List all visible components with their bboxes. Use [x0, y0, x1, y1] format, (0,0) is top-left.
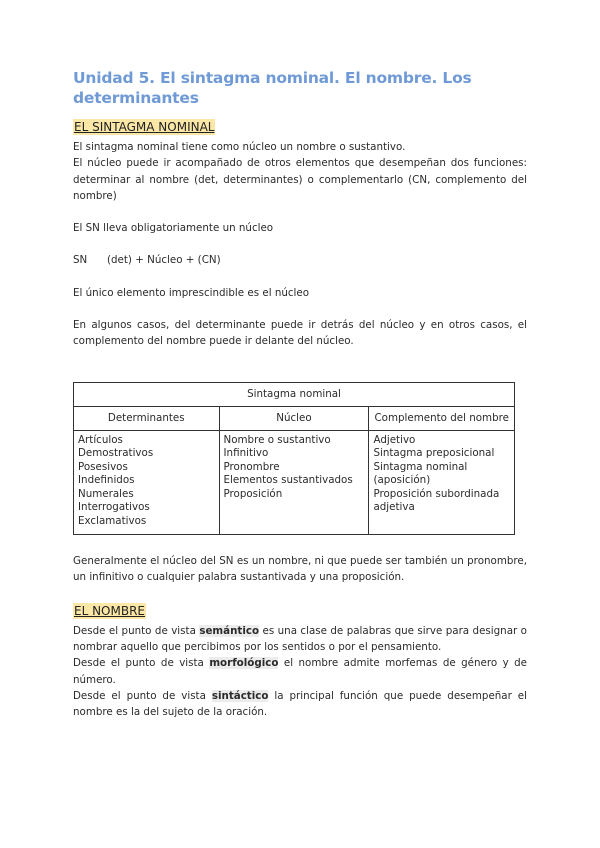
table-cell-complemento	[369, 430, 515, 535]
list-item: (aposición)	[373, 474, 431, 487]
section-heading-el-nombre: EL NOMBRE	[74, 603, 146, 618]
list-item: Sintagma nominal	[373, 460, 468, 473]
keyword-morfologico: morfológico	[209, 657, 279, 670]
sintagma-nominal-table	[73, 382, 515, 536]
formula-line	[73, 252, 527, 268]
table-cell-determinantes	[74, 430, 220, 535]
list-item: Adjetivo	[373, 433, 416, 446]
paragraph-semantico: Desde el punto de vista semántico es una clase de palabras que sirve para designar o nombrar aquello que percibimos por los sentidos o por el pensamiento.	[73, 624, 527, 654]
list-item: Exclamativos	[78, 514, 147, 527]
section-heading-sintagma-nominal: EL SINTAGMA NOMINAL	[74, 120, 215, 134]
formula-body: (det) + Núcleo + (CN)	[107, 254, 221, 267]
paragraph-sintactico: Desde el punto de vista sintáctico la principal función que puede desempeñar el nombre es la del sujeto de la oración.	[73, 689, 527, 719]
table-cell-nucleo	[219, 430, 369, 535]
paragraph: El SN lleva obligatoriamente un núcleo	[73, 222, 274, 235]
keyword-semantico: semántico	[199, 624, 260, 637]
list-item: Posesivos	[78, 460, 128, 473]
list-item: Nombre o sustantivo	[223, 433, 331, 446]
paragraph: El sintagma nominal tiene como núcleo un nombre o sustantivo.	[73, 141, 406, 153]
list-item: Demostrativos	[78, 447, 154, 460]
list-item: Artículos	[78, 433, 123, 446]
document-page	[73, 68, 527, 721]
list-item: Proposición subordinada	[373, 487, 500, 500]
list-item: Infinitivo	[223, 447, 269, 460]
paragraph: El núcleo puede ir acompañado de otros elementos que desempeñan dos funciones: determinar al nombre (det, determinantes) o complementarlo (CN, complemento del nombre)	[73, 157, 527, 202]
keyword-sintactico: sintáctico	[211, 689, 269, 702]
list-item: Sintagma preposicional	[373, 447, 495, 460]
table-header-determinantes: Determinantes	[74, 406, 220, 430]
list-item: Proposición	[223, 487, 283, 500]
list-item: Elementos sustantivados	[223, 474, 353, 487]
table-header-complemento: Complemento del nombre	[369, 406, 515, 430]
list-item: Numerales	[78, 487, 134, 500]
list-item: Indefinidos	[78, 474, 135, 487]
page-title: Unidad 5. El sintagma nominal. El nombre. Los determinantes	[73, 69, 472, 107]
paragraph-morfologico: Desde el punto de vista morfológico el nombre admite morfemas de género y de número.	[73, 657, 528, 686]
list-item: Pronombre	[223, 460, 280, 473]
formula-sn: SN	[73, 254, 88, 267]
list-item: adjetiva	[373, 501, 415, 514]
paragraph: El único elemento imprescindible es el núcleo	[73, 286, 310, 299]
list-item: Interrogativos	[78, 501, 150, 514]
paragraph: En algunos casos, del determinante puede ir detrás del núcleo y en otros casos, el complemento del nombre puede ir delante del núcleo.	[73, 319, 527, 348]
table-header-nucleo: Núcleo	[219, 406, 369, 430]
paragraph: Generalmente el núcleo del SN es un nombre, ni que puede ser también un pronombre, un infinitivo o cualquier palabra sustantivada y una proposición.	[73, 555, 527, 584]
table-caption: Sintagma nominal	[74, 382, 515, 406]
